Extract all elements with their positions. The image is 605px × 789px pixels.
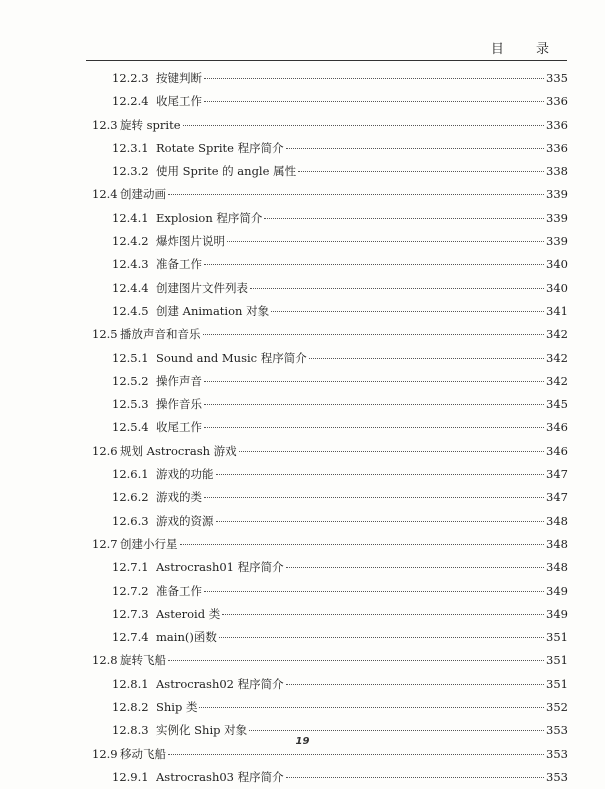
toc-entry-page: 351 — [546, 653, 568, 668]
toc-entry-number: 12.4.1 — [112, 210, 149, 225]
toc-entry-content — [112, 370, 568, 393]
toc-entry-title: Astrocrash03 程序简介 — [156, 769, 284, 784]
table-of-contents — [0, 67, 605, 789]
dot-leader — [183, 125, 544, 126]
dot-leader — [203, 334, 545, 335]
page-header-title: 目 录 — [490, 42, 563, 57]
toc-section-entry[interactable] — [0, 533, 605, 556]
dot-leader — [168, 194, 544, 195]
toc-entry-page: 345 — [546, 397, 568, 412]
toc-entry-page: 336 — [546, 140, 568, 155]
toc-entry-number: 12.8.3 — [112, 723, 149, 738]
toc-entry-title: 播放声音和音乐 — [120, 327, 201, 342]
toc-entry-title: 创建图片文件列表 — [156, 280, 248, 295]
toc-entry-number: 12.8.2 — [112, 700, 149, 715]
dot-leader — [286, 777, 544, 778]
toc-subsection-entry[interactable] — [0, 393, 605, 416]
toc-entry-content — [92, 183, 568, 206]
toc-entry-page: 353 — [546, 723, 568, 738]
toc-entry-page: 340 — [546, 257, 568, 272]
toc-entry-content — [112, 626, 568, 649]
toc-entry-page: 353 — [546, 746, 568, 761]
dot-leader — [286, 148, 544, 149]
toc-entry-content — [112, 580, 568, 603]
toc-subsection-entry[interactable] — [0, 696, 605, 719]
toc-entry-title: 按键判断 — [156, 71, 202, 85]
toc-entry-title: 移动飞船 — [120, 746, 166, 761]
dot-leader — [204, 497, 544, 498]
toc-entry-content — [112, 416, 568, 439]
toc-entry-title: Explosion 程序简介 — [156, 210, 263, 225]
toc-entry-number: 12.7.4 — [112, 630, 149, 645]
toc-entry-number: 12.4 — [92, 187, 118, 202]
toc-entry-page: 347 — [546, 467, 568, 482]
toc-entry-title: 使用 Sprite 的 angle 属性 — [156, 164, 297, 179]
toc-entry-content — [112, 67, 568, 90]
toc-subsection-entry[interactable] — [0, 416, 605, 439]
toc-entry-number: 12.6.1 — [112, 467, 149, 482]
toc-entry-content — [112, 90, 568, 113]
toc-entry-number: 12.5.2 — [112, 373, 149, 388]
toc-entry-number: 12.6.3 — [112, 513, 149, 528]
toc-entry-page: 349 — [546, 606, 568, 621]
dot-leader — [216, 474, 545, 475]
toc-entry-content — [112, 603, 568, 626]
toc-entry-title: 操作声音 — [156, 373, 202, 388]
toc-subsection-entry[interactable] — [0, 253, 605, 276]
toc-entry-page: 349 — [546, 583, 568, 598]
toc-entry-page: 351 — [546, 676, 568, 691]
dot-leader — [204, 591, 544, 592]
toc-entry-title: 创建动画 — [120, 187, 166, 202]
toc-entry-page: 352 — [546, 700, 568, 715]
toc-subsection-entry[interactable] — [0, 556, 605, 579]
toc-entry-number: 12.5 — [92, 327, 118, 342]
toc-subsection-entry[interactable] — [0, 603, 605, 626]
toc-entry-page: 335 — [546, 71, 568, 85]
toc-entry-page: 336 — [546, 117, 568, 132]
toc-entry-title: Asteroid 类 — [156, 606, 221, 621]
toc-entry-page: 338 — [546, 164, 568, 179]
toc-entry-page: 346 — [546, 420, 568, 435]
toc-entry-title: 游戏的资源 — [156, 513, 214, 528]
page-header — [0, 0, 605, 64]
dot-leader — [199, 707, 544, 708]
dot-leader — [249, 730, 544, 731]
toc-entry-number: 12.3.1 — [112, 140, 149, 155]
toc-entry-page: 342 — [546, 327, 568, 342]
dot-leader — [309, 358, 544, 359]
toc-entry-page: 340 — [546, 280, 568, 295]
toc-entry-page: 348 — [546, 560, 568, 575]
dot-leader — [239, 451, 544, 452]
toc-entry-content — [112, 766, 568, 789]
toc-entry-page: 342 — [546, 373, 568, 388]
dot-leader — [216, 521, 545, 522]
toc-entry-number: 12.7 — [92, 536, 118, 551]
toc-subsection-entry[interactable] — [0, 207, 605, 230]
toc-entry-page: 339 — [546, 234, 568, 249]
dot-leader — [168, 660, 544, 661]
dot-leader — [204, 264, 544, 265]
toc-entry-content — [92, 114, 568, 137]
toc-entry-content — [92, 533, 568, 556]
page-number: 19 — [295, 736, 310, 747]
dot-leader — [250, 288, 544, 289]
toc-entry-content — [112, 463, 568, 486]
dot-leader — [180, 544, 545, 545]
header-rule — [86, 60, 567, 61]
toc-entry-number: 12.9 — [92, 746, 118, 761]
toc-entry-number: 12.4.3 — [112, 257, 149, 272]
toc-entry-content — [112, 673, 568, 696]
toc-subsection-entry[interactable] — [0, 673, 605, 696]
toc-entry-page: 348 — [546, 536, 568, 551]
toc-entry-content — [112, 347, 568, 370]
dot-leader — [227, 241, 544, 242]
toc-section-entry[interactable] — [0, 114, 605, 137]
toc-entry-title: main()函数 — [156, 630, 217, 645]
toc-entry-page: 346 — [546, 443, 568, 458]
toc-entry-title: 创建小行星 — [120, 536, 178, 551]
dot-leader — [286, 684, 544, 685]
dot-leader — [204, 381, 544, 382]
toc-entry-title: Astrocrash01 程序简介 — [156, 560, 284, 575]
toc-subsection-entry[interactable] — [0, 580, 605, 603]
toc-entry-number: 12.7.3 — [112, 606, 149, 621]
toc-entry-number: 12.5.4 — [112, 420, 149, 435]
dot-leader — [219, 637, 544, 638]
toc-entry-content — [112, 300, 568, 323]
toc-entry-number: 12.4.4 — [112, 280, 149, 295]
toc-subsection-entry[interactable] — [0, 67, 605, 90]
toc-entry-title: Astrocrash02 程序简介 — [156, 676, 284, 691]
toc-entry-title: Rotate Sprite 程序简介 — [156, 140, 284, 155]
toc-subsection-entry[interactable] — [0, 626, 605, 649]
toc-entry-title: 旋转 sprite — [120, 117, 181, 132]
toc-entry-content — [112, 486, 568, 509]
toc-subsection-entry[interactable] — [0, 160, 605, 183]
toc-entry-title: 爆炸图片说明 — [156, 234, 225, 249]
toc-entry-title: 游戏的功能 — [156, 467, 214, 482]
toc-entry-number: 12.8 — [92, 653, 118, 668]
toc-entry-title: 创建 Animation 对象 — [156, 303, 270, 318]
toc-entry-title: Ship 类 — [156, 700, 198, 715]
toc-section-entry[interactable] — [0, 183, 605, 206]
toc-entry-number: 12.8.1 — [112, 676, 149, 691]
toc-entry-number: 12.7.1 — [112, 560, 149, 575]
toc-entry-title: Sound and Music 程序简介 — [156, 350, 307, 365]
toc-entry-title: 收尾工作 — [156, 94, 202, 109]
toc-entry-number: 12.4.2 — [112, 234, 149, 249]
toc-entry-content — [112, 393, 568, 416]
toc-subsection-entry[interactable] — [0, 486, 605, 509]
dot-leader — [204, 78, 544, 79]
toc-subsection-entry[interactable] — [0, 463, 605, 486]
dot-leader — [204, 404, 544, 405]
dot-leader — [271, 311, 544, 312]
toc-entry-page: 339 — [546, 187, 568, 202]
toc-entry-title: 规划 Astrocrash 游戏 — [120, 443, 237, 458]
toc-entry-content — [112, 696, 568, 719]
toc-entry-page: 351 — [546, 630, 568, 645]
dot-leader — [286, 567, 544, 568]
dot-leader — [222, 614, 544, 615]
toc-section-entry[interactable] — [0, 649, 605, 672]
toc-entry-number: 12.9.1 — [112, 769, 149, 784]
toc-entry-number: 12.3.2 — [112, 164, 149, 179]
toc-entry-page: 353 — [546, 769, 568, 784]
toc-section-entry[interactable] — [0, 323, 605, 346]
toc-entry-number: 12.4.5 — [112, 303, 149, 318]
toc-entry-page: 342 — [546, 350, 568, 365]
toc-entry-number: 12.3 — [92, 117, 118, 132]
dot-leader — [204, 101, 544, 102]
dot-leader — [204, 427, 544, 428]
toc-entry-title: 收尾工作 — [156, 420, 202, 435]
toc-subsection-entry[interactable] — [0, 277, 605, 300]
toc-entry-number: 12.5.1 — [112, 350, 149, 365]
toc-entry-title: 旋转飞船 — [120, 653, 166, 668]
toc-subsection-entry[interactable] — [0, 347, 605, 370]
toc-entry-title: 准备工作 — [156, 257, 202, 272]
toc-entry-number: 12.7.2 — [112, 583, 149, 598]
toc-entry-content — [112, 207, 568, 230]
toc-entry-number: 12.6 — [92, 443, 118, 458]
toc-entry-title: 游戏的类 — [156, 490, 202, 505]
toc-entry-content — [92, 323, 568, 346]
toc-entry-page: 336 — [546, 94, 568, 109]
toc-subsection-entry[interactable] — [0, 90, 605, 113]
toc-section-entry[interactable] — [0, 440, 605, 463]
toc-entry-page: 341 — [546, 303, 568, 318]
toc-entry-content — [112, 510, 568, 533]
toc-entry-content — [112, 277, 568, 300]
toc-entry-title: 准备工作 — [156, 583, 202, 598]
toc-entry-page: 339 — [546, 210, 568, 225]
toc-entry-number: 12.2.4 — [112, 94, 149, 109]
toc-entry-content — [112, 556, 568, 579]
toc-subsection-entry[interactable] — [0, 766, 605, 789]
dot-leader — [298, 171, 544, 172]
toc-subsection-entry[interactable] — [0, 300, 605, 323]
toc-entry-page: 348 — [546, 513, 568, 528]
toc-subsection-entry[interactable] — [0, 230, 605, 253]
toc-subsection-entry[interactable] — [0, 510, 605, 533]
dot-leader — [168, 754, 544, 755]
toc-entry-content — [112, 253, 568, 276]
toc-entry-number: 12.2.3 — [112, 71, 149, 85]
toc-entry-content — [92, 440, 568, 463]
toc-entry-content — [112, 160, 568, 183]
toc-entry-content — [112, 230, 568, 253]
dot-leader — [264, 218, 544, 219]
toc-entry-title: 实例化 Ship 对象 — [156, 723, 248, 738]
toc-entry-content — [112, 137, 568, 160]
toc-entry-title: 操作音乐 — [156, 397, 202, 412]
toc-entry-number: 12.6.2 — [112, 490, 149, 505]
toc-entry-page: 347 — [546, 490, 568, 505]
toc-subsection-entry[interactable] — [0, 370, 605, 393]
toc-subsection-entry[interactable] — [0, 137, 605, 160]
toc-entry-number: 12.5.3 — [112, 397, 149, 412]
toc-entry-content — [92, 649, 568, 672]
